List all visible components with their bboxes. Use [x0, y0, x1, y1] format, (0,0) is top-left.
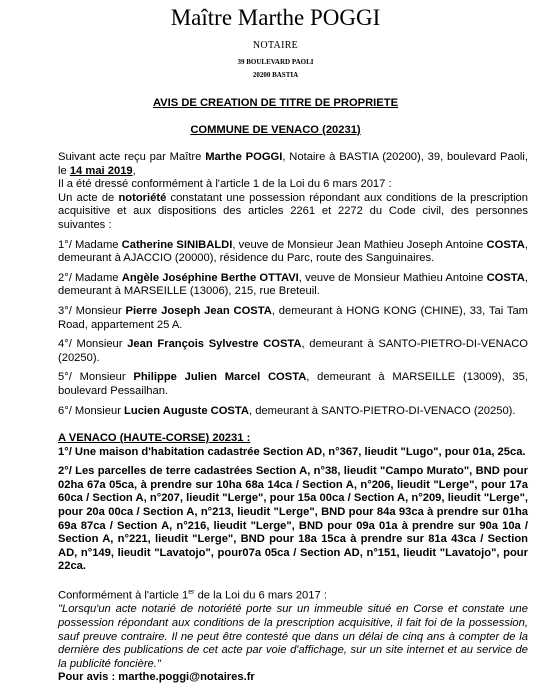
person-item: 3°/ Monsieur Pierre Joseph Jean COSTA, demeurant à HONG KONG (CHINE), 33, Tai Tam Road, appartement 25 A.	[58, 304, 528, 331]
person-item: 2°/ Madame Angèle Joséphine Berthe OTTAVI, veuve de Monsieur Mathieu Antoine COSTA, demeurant à MARSEILLE (13006), 215, rue Breteuil.	[58, 271, 528, 298]
property-heading: A VENACO (HAUTE-CORSE) 20231 :	[58, 432, 251, 445]
person-item: 4°/ Monsieur Jean François Sylvestre COSTA, demeurant à SANTO-PIETRO-DI-VENACO (20250).	[58, 338, 528, 364]
law-quote: "Lorsqu'un acte notarié de notoriété porte sur un immeuble situé en Corse et constate une possession répondant aux conditions de la prescription acquisitive, il fait foi de la possession, sauf preuve contraire. Il ne peut être contesté que dans un délai de cinq ans à compter de la dernière des publications de cet acte par voie d'affichage, sur un site internet et au service de la publicité foncière."	[58, 603, 528, 670]
person-item: 1°/ Madame Catherine SINIBALDI, veuve de Monsieur Jean Mathieu Joseph Antoine COSTA, demeurant à AJACCIO (20000), résidence du Parc, route des Sanguinaires.	[58, 238, 528, 265]
intro-article-line: Il a été dressé conformément à l'article 1 de la Loi du 6 mars 2017 :	[58, 178, 392, 191]
notary-city: 20200 BASTIA	[252, 71, 299, 79]
notary-role: NOTAIRE	[252, 40, 299, 51]
person-item: 6°/ Monsieur Lucien Auguste COSTA, demeurant à SANTO-PIETRO-DI-VENACO (20250).	[58, 404, 516, 417]
notice-body	[58, 151, 528, 685]
closing-intro: Conformément à l'article 1er de la Loi du 6 mars 2017 :	[58, 589, 327, 602]
notary-name: Maître Marthe POGGI	[170, 5, 381, 30]
notice-title: AVIS DE CREATION DE TITRE DE PROPRIETE	[152, 97, 399, 109]
contact-line: Pour avis : marthe.poggi@notaires.fr	[58, 671, 255, 684]
notary-address: 39 BOULEVARD PAOLI	[237, 58, 314, 66]
property-item-house: 1°/ Une maison d'habitation cadastrée Section AD, n°367, lieudit "Lugo", pour 01a, 25ca.	[58, 445, 526, 458]
notoriety-paragraph: Un acte de notoriété constatant une possession répondant aux conditions de la prescription acquisitive et aux dispositions des articles 2261 et 2272 du Code civil, des personnes suivantes :	[58, 191, 529, 231]
intro-paragraph: Suivant acte reçu par Maître Marthe POGGI, Notaire à BASTIA (20200), 39, boulevard Paoli, le 14 mai 2019,	[58, 151, 528, 177]
property-item-parcels: 2°/ Les parcelles de terre cadastrées Section A, n°38, lieudit "Campo Murato", BND pour 02ha 67a 05ca, à prendre sur 10ha 68a 14ca / Section A, n°206, lieudit "Lerge", pour 17a 60ca / Section A, n°207, lieudit "Lerge", pour 15a 00ca / Section A, n°209, lieudit "Lerge", pour 20a 00ca / Section A, n°213, lieudit "Lerge", BND pour 84a 93ca à prendre sur 01ha 69a 87ca / Section A, n°216, lieudit "Lerge", BND pour 09a 01a à prendre sur 90a 10a / Section A, n°221, lieudit "Lerge", BND pour 18a 15ca à prendre sur 81a 43ca / Section AD, n°149, lieudit "Lavatojo", pour07a 05ca / Section AD, n°151, lieudit "Lavatojo", pour 22ca.	[58, 465, 528, 573]
commune-title: COMMUNE DE VENACO (20231)	[190, 124, 361, 136]
person-item: 5°/ Monsieur Philippe Julien Marcel COSTA, demeurant à MARSEILLE (13009), 35, boulevard Pessailhan.	[58, 371, 528, 397]
